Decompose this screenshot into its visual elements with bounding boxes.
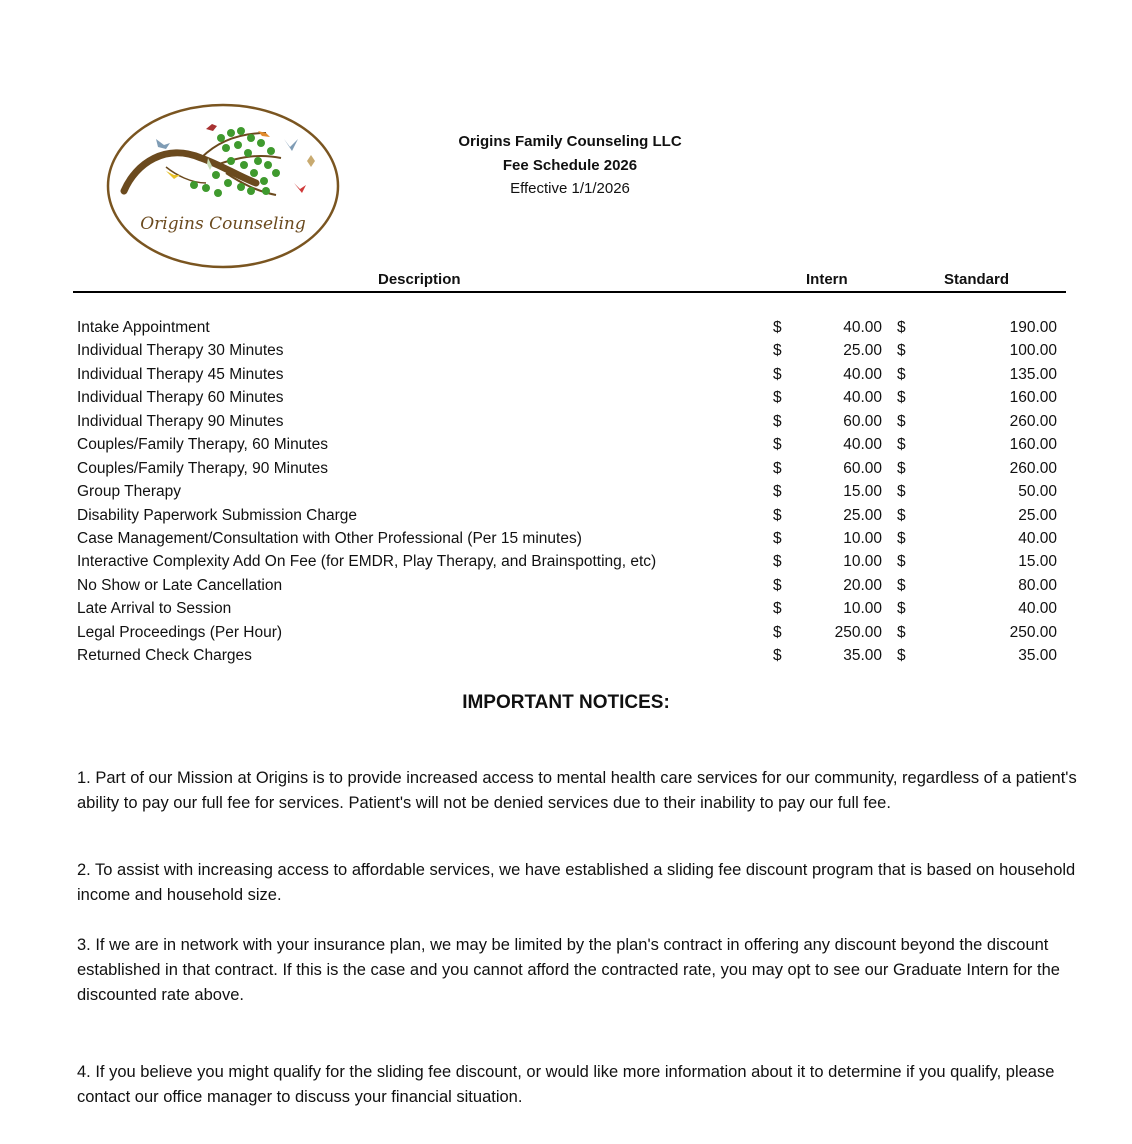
currency-symbol: $	[773, 623, 782, 641]
logo-text: Origins Counseling	[140, 214, 306, 234]
table-row	[0, 527, 1132, 550]
standard-fee: 15.00	[1018, 553, 1057, 571]
currency-symbol: $	[897, 365, 906, 383]
table-row	[0, 574, 1132, 597]
currency-symbol: $	[773, 483, 782, 501]
currency-symbol: $	[897, 389, 906, 407]
standard-fee: 40.00	[1018, 600, 1057, 618]
table-row	[0, 386, 1132, 409]
currency-symbol: $	[773, 342, 782, 360]
intern-fee: 15.00	[843, 483, 882, 501]
document-header	[420, 130, 720, 201]
currency-symbol: $	[897, 647, 906, 665]
intern-fee: 40.00	[843, 389, 882, 407]
notice-4: 4. If you believe you might qualify for the sliding fee discount, or would like more information about it to determine if you qualify, please contact our office manager to discuss your financial situation.	[77, 1063, 1055, 1106]
currency-symbol: $	[897, 412, 906, 430]
table-row	[0, 644, 1132, 667]
currency-symbol: $	[773, 506, 782, 524]
currency-symbol: $	[897, 600, 906, 618]
currency-symbol: $	[897, 459, 906, 477]
currency-symbol: $	[773, 529, 782, 547]
table-row	[0, 339, 1132, 362]
row-description: Couples/Family Therapy, 60 Minutes	[77, 436, 328, 454]
standard-fee: 80.00	[1018, 576, 1057, 594]
standard-fee: 260.00	[1009, 459, 1057, 477]
intern-fee: 60.00	[843, 412, 882, 430]
currency-symbol: $	[773, 647, 782, 665]
currency-symbol: $	[897, 319, 906, 336]
intern-fee: 10.00	[843, 529, 882, 547]
currency-symbol: $	[897, 436, 906, 454]
company-name: Origins Family Counseling LLC	[458, 133, 682, 150]
intern-fee: 40.00	[843, 365, 882, 383]
currency-symbol: $	[773, 600, 782, 618]
table-row	[0, 597, 1132, 620]
row-description: Couples/Family Therapy, 90 Minutes	[77, 459, 328, 477]
notice-1: 1. Part of our Mission at Origins is to provide increased access to mental health care services for our community, regardless of a patient's ability to pay our full fee for services. Patient's will not be denied services due to their inability to pay our full fee.	[77, 769, 1077, 812]
currency-symbol: $	[897, 506, 906, 524]
notice-2: 2. To assist with increasing access to affordable services, we have established a sliding fee discount program that is based on household income and household size.	[77, 861, 1076, 904]
standard-fee: 160.00	[1009, 389, 1057, 407]
origins-counseling-logo	[106, 103, 340, 269]
standard-fee: 100.00	[1009, 342, 1057, 360]
currency-symbol: $	[897, 529, 906, 547]
currency-symbol: $	[773, 412, 782, 430]
intern-fee: 60.00	[843, 459, 882, 477]
column-header-intern: Intern	[806, 271, 848, 288]
currency-symbol: $	[897, 553, 906, 571]
row-description: Group Therapy	[77, 483, 181, 501]
column-header-standard: Standard	[944, 271, 1010, 288]
currency-symbol: $	[773, 553, 782, 571]
intern-fee: 25.00	[843, 506, 882, 524]
standard-fee: 190.00	[1009, 319, 1057, 336]
table-row	[0, 433, 1132, 456]
table-row	[0, 363, 1132, 386]
currency-symbol: $	[897, 342, 906, 360]
row-description: Case Management/Consultation with Other Professional (Per 15 minutes)	[77, 529, 582, 547]
row-description: Interactive Complexity Add On Fee (for EMDR, Play Therapy, and Brainspotting, etc)	[77, 553, 657, 571]
table-row	[0, 550, 1132, 573]
intern-fee: 25.00	[843, 342, 882, 360]
standard-fee: 40.00	[1018, 529, 1057, 547]
row-description: Legal Proceedings (Per Hour)	[77, 623, 283, 641]
row-description: Individual Therapy 30 Minutes	[77, 342, 284, 360]
currency-symbol: $	[773, 319, 782, 336]
currency-symbol: $	[897, 576, 906, 594]
intern-fee: 10.00	[843, 600, 882, 618]
document-title: Fee Schedule 2026	[502, 156, 638, 174]
currency-symbol: $	[773, 365, 782, 383]
effective-date: Effective 1/1/2026	[510, 180, 630, 197]
standard-fee: 250.00	[1009, 623, 1057, 641]
row-description: Disability Paperwork Submission Charge	[77, 506, 357, 524]
table-row	[0, 410, 1132, 433]
standard-fee: 50.00	[1018, 483, 1057, 501]
fee-table	[0, 316, 1132, 668]
standard-fee: 260.00	[1009, 412, 1057, 430]
table-row	[0, 316, 1132, 339]
header-rule	[73, 291, 1066, 293]
intern-fee: 10.00	[843, 553, 882, 571]
intern-fee: 250.00	[834, 623, 882, 641]
intern-fee: 20.00	[843, 576, 882, 594]
table-row	[0, 457, 1132, 480]
standard-fee: 160.00	[1009, 436, 1057, 454]
currency-symbol: $	[773, 576, 782, 594]
table-row	[0, 621, 1132, 644]
currency-symbol: $	[773, 459, 782, 477]
notices-heading: IMPORTANT NOTICES:	[462, 692, 670, 713]
intern-fee: 40.00	[843, 319, 882, 336]
row-description: Returned Check Charges	[77, 647, 252, 665]
table-row	[0, 504, 1132, 527]
currency-symbol: $	[773, 389, 782, 407]
intern-fee: 35.00	[843, 647, 882, 665]
row-description: Late Arrival to Session	[77, 600, 232, 618]
row-description: Intake Appointment	[77, 319, 210, 336]
standard-fee: 35.00	[1018, 647, 1057, 665]
currency-symbol: $	[897, 623, 906, 641]
intern-fee: 40.00	[843, 436, 882, 454]
notice-3: 3. If we are in network with your insurance plan, we may be limited by the plan's contract in offering any discount beyond the discount established in that contract. If this is the case and you cannot afford the contracted rate, you may opt to see our Graduate Intern for the discounted rate above.	[77, 936, 1060, 1004]
row-description: Individual Therapy 60 Minutes	[77, 389, 284, 407]
standard-fee: 135.00	[1009, 365, 1057, 383]
currency-symbol: $	[897, 483, 906, 501]
row-description: Individual Therapy 45 Minutes	[77, 365, 284, 383]
row-description: No Show or Late Cancellation	[77, 576, 283, 594]
column-header-description: Description	[378, 271, 461, 288]
table-row	[0, 480, 1132, 503]
standard-fee: 25.00	[1018, 506, 1057, 524]
row-description: Individual Therapy 90 Minutes	[77, 412, 284, 430]
currency-symbol: $	[773, 436, 782, 454]
